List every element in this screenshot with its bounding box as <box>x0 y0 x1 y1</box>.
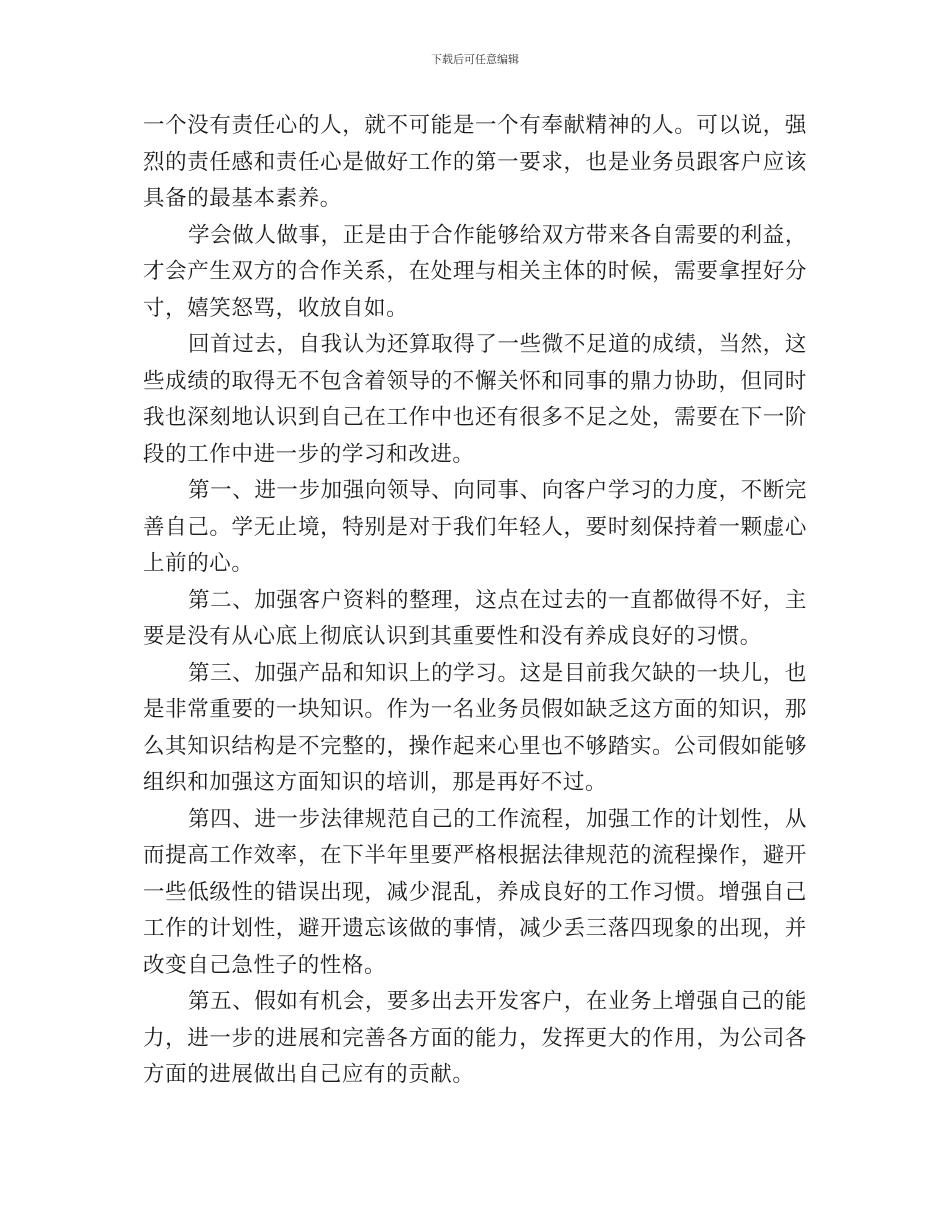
paragraph: 第五、假如有机会，要多出去开发客户，在业务上增强自己的能力，进一步的进展和完善各方面的能力，发挥更大的作用，为公司各方面的进展做出自己应有的贡献。 <box>143 989 807 1087</box>
paragraph: 回首过去，自我认为还算取得了一些微不足道的成绩，当然，这些成绩的取得无不包含着领导的不懈关怀和同事的鼎力协助，但同时我也深刻地认识到自己在工作中也还有很多不足之处，需要在下一阶段的工作中进一步的学习和改进。 <box>143 332 807 467</box>
paragraph: 一个没有责任心的人，就不可能是一个有奉献精神的人。可以说，强烈的责任感和责任心是做好工作的第一要求，也是业务员跟客户应该具备的最基本素养。 <box>143 113 807 211</box>
page-header: 下载后可任意编辑 <box>431 53 519 66</box>
paragraph: 第四、进一步法律规范自己的工作流程，加强工作的计划性，从而提高工作效率，在下半年里要严格根据法律规范的流程操作，避开一些低级性的错误出现，减少混乱，养成良好的工作习惯。增强自己工作的计划性，避开遗忘该做的事情，减少丢三落四现象的出现，并改变自己急性子的性格。 <box>143 806 807 978</box>
paragraph: 第三、加强产品和知识上的学习。这是目前我欠缺的一块儿，也是非常重要的一块知识。作为一名业务员假如缺乏这方面的知识，那么其知识结构是不完整的，操作起来心里也不够踏实。公司假如能够组织和加强这方面知识的培训，那是再好不过。 <box>143 660 807 795</box>
document-body <box>143 108 807 1094</box>
paragraph: 第二、加强客户资料的整理，这点在过去的一直都做得不好，主要是没有从心底上彻底认识到其重要性和没有养成良好的习惯。 <box>143 587 807 649</box>
paragraph: 第一、进一步加强向领导、向同事、向客户学习的力度，不断完善自己。学无止境，特别是对于我们年轻人，要时刻保持着一颗虚心上前的心。 <box>143 478 807 576</box>
paragraph: 学会做人做事，正是由于合作能够给双方带来各自需要的利益，才会产生双方的合作关系，在处理与相关主体的时候，需要拿捏好分寸，嬉笑怒骂，收放自如。 <box>143 222 807 321</box>
